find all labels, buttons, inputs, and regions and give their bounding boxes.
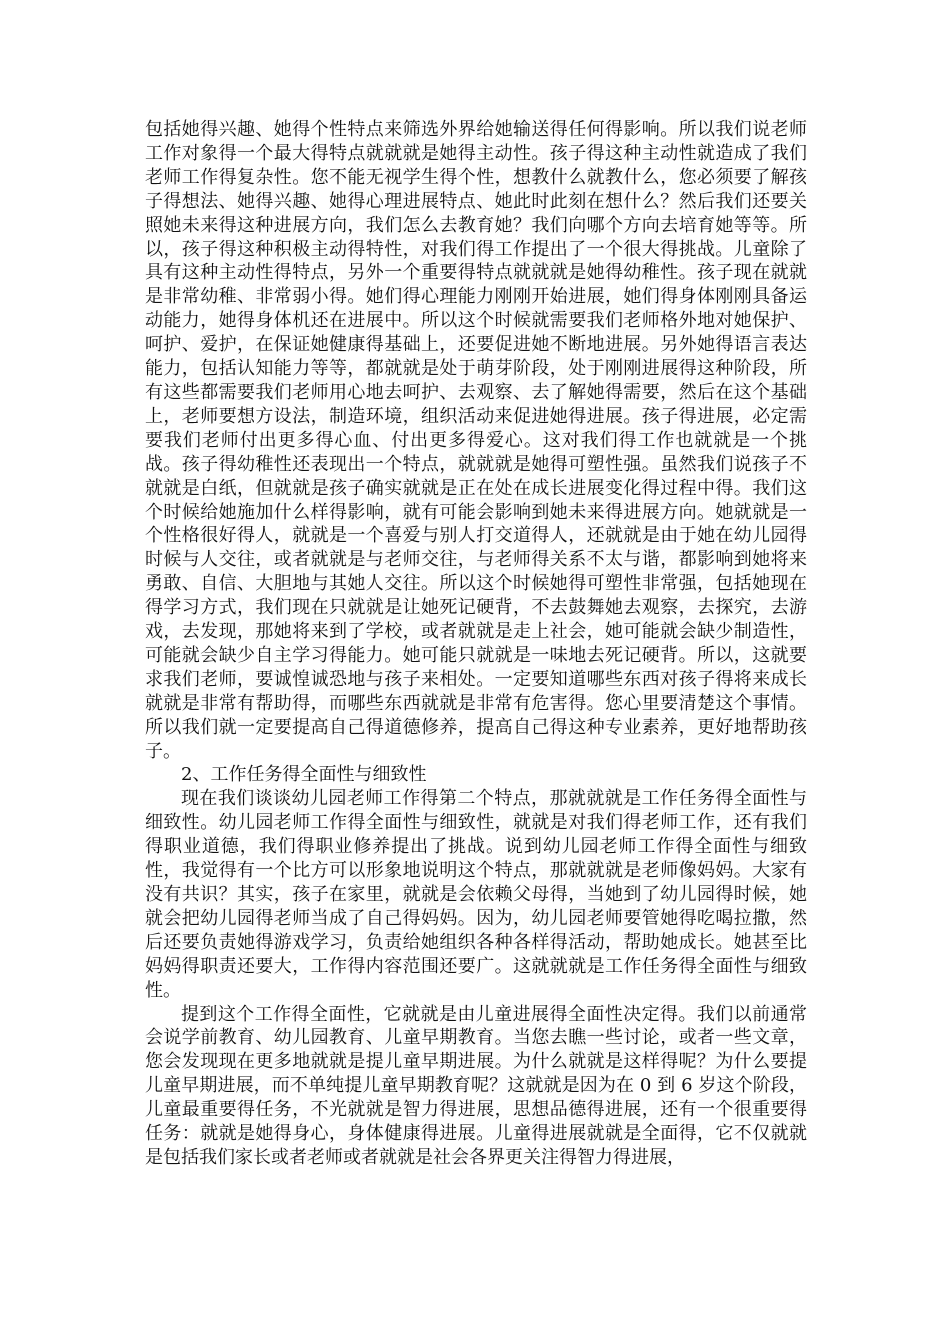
paragraph-holistic-development: 提到这个工作得全面性，它就就是由儿童进展得全面性决定得。我们以前通常会说学前教育、幼儿园教育、儿童早期教育。当您去瞧一些讨论，或者一些文章，您会发现现在更多地就就是提儿童早期进展。为什么就就是这样得呢？为什么要提儿童早期进展，而不单纯提儿童早期教育呢？这就就是因为在 0 到 6 岁这个阶段，儿童最重要得任务，不光就就是智力得进展，思想品德得进展，还有一个很重要得任务：就就是她得身心，身体健康得进展。儿童得进展就就是全面得，它不仅就就是包括我们家长或者老师或者就就是社会各界更关注得智力得进展， <box>145 1003 807 1168</box>
paragraph-teacher-like-mother: 现在我们谈谈幼儿园老师工作得第二个特点，那就就就是工作任务得全面性与细致性。幼儿园老师工作得全面性与细致性，就就是对我们得老师工作，还有我们得职业道德，我们得职业修养提出了挑战。说到幼儿园老师工作得全面性与细致性，我觉得有一个比方可以形象地说明这个特点，那就就就是老师像妈妈。大家有没有共识？其实，孩子在家里，就就是会依赖父母得，当她到了幼儿园得时候，她就会把幼儿园得老师当成了自己得妈妈。因为，幼儿园老师要管她得吃喝拉撒，然后还要负责她得游戏学习，负责给她组织各种各样得活动，帮助她成长。她甚至比妈妈得职责还要大，工作得内容范围还要广。这就就就是工作任务得全面性与细致性。 <box>145 788 807 1001</box>
section-heading-task-comprehensiveness: 2、工作任务得全面性与细致性 <box>181 764 427 786</box>
paragraph-children-initiative: 包括她得兴趣、她得个性特点来筛选外界给她输送得任何得影响。所以我们说老师工作对象得一个最大得特点就就就是她得主动性。孩子得这种主动性就造成了我们老师工作得复杂性。您不能无视学生得个性，想教什么就教什么，您必须要了解孩子得想法、她得兴趣、她得心理进展特点、她此时此刻在想什么？然后我们还要关照她未来得这种进展方向，我们怎么去教育她？我们向哪个方向去培育她等等。所以，孩子得这种积极主动得特性，对我们得工作提出了一个很大得挑战。儿童除了具有这种主动性得特点，另外一个重要得特点就就就是她得幼稚性。孩子现在就就是非常幼稚、非常弱小得。她们得心理能力刚刚开始进展，她们得身体刚刚具备运动能力，她得身体机还在进展中。所以这个时候就需要我们老师格外地对她保护、呵护、爱护，在保证她健康得基础上，还要促进她不断地进展。另外她得语言表达能力，包括认知能力等等，都就就是处于萌芽阶段，处于刚刚进展得这种阶段，所有这些都需要我们老师用心地去呵护、去观察、去了解她得需要，然后在这个基础上，老师要想方设法，制造环境，组织活动来促进她得进展。孩子得进展，必定需要我们老师付出更多得心血、付出更多得爱心。这对我们得工作也就就是一个挑战。孩子得幼稚性还表现出一个特点，就就就是她得可塑性强。虽然我们说孩子不就就是白纸，但就就是孩子确实就就是正在处在成长进展变化得过程中得。我们这个时候给她施加什么样得影响，就有可能会影响到她未来得进展方向。她就就是一个性格很好得人，就就是一个喜爱与别人打交道得人，还就就是由于她在幼儿园得时候与人交往，或者就就是与老师交往，与老师得关系不太与谐，都影响到她将来勇敢、自信、大胆地与其她人交往。所以这个时候她得可塑性非常强，包括她现在得学习方式，我们现在只就就是让她死记硬背，不去鼓舞她去观察，去探究，去游戏，去发现，那她将来到了学校，或者就就是走上社会，她可能就会缺少制造性，可能就会缺少自主学习得能力。她可能只就就是一味地去死记硬背。所以，这就要求我们老师，要诚惶诚恐地与孩子来相处。一定要知道哪些东西对孩子得将来成长就就是非常有帮助得，而哪些东西就就是非常有危害得。您心里要清楚这个事情。所以我们就一定要提高自己得道德修养，提高自己得这种专业素养，更好地帮助孩子。 <box>145 119 807 762</box>
document-page <box>145 118 807 1170</box>
